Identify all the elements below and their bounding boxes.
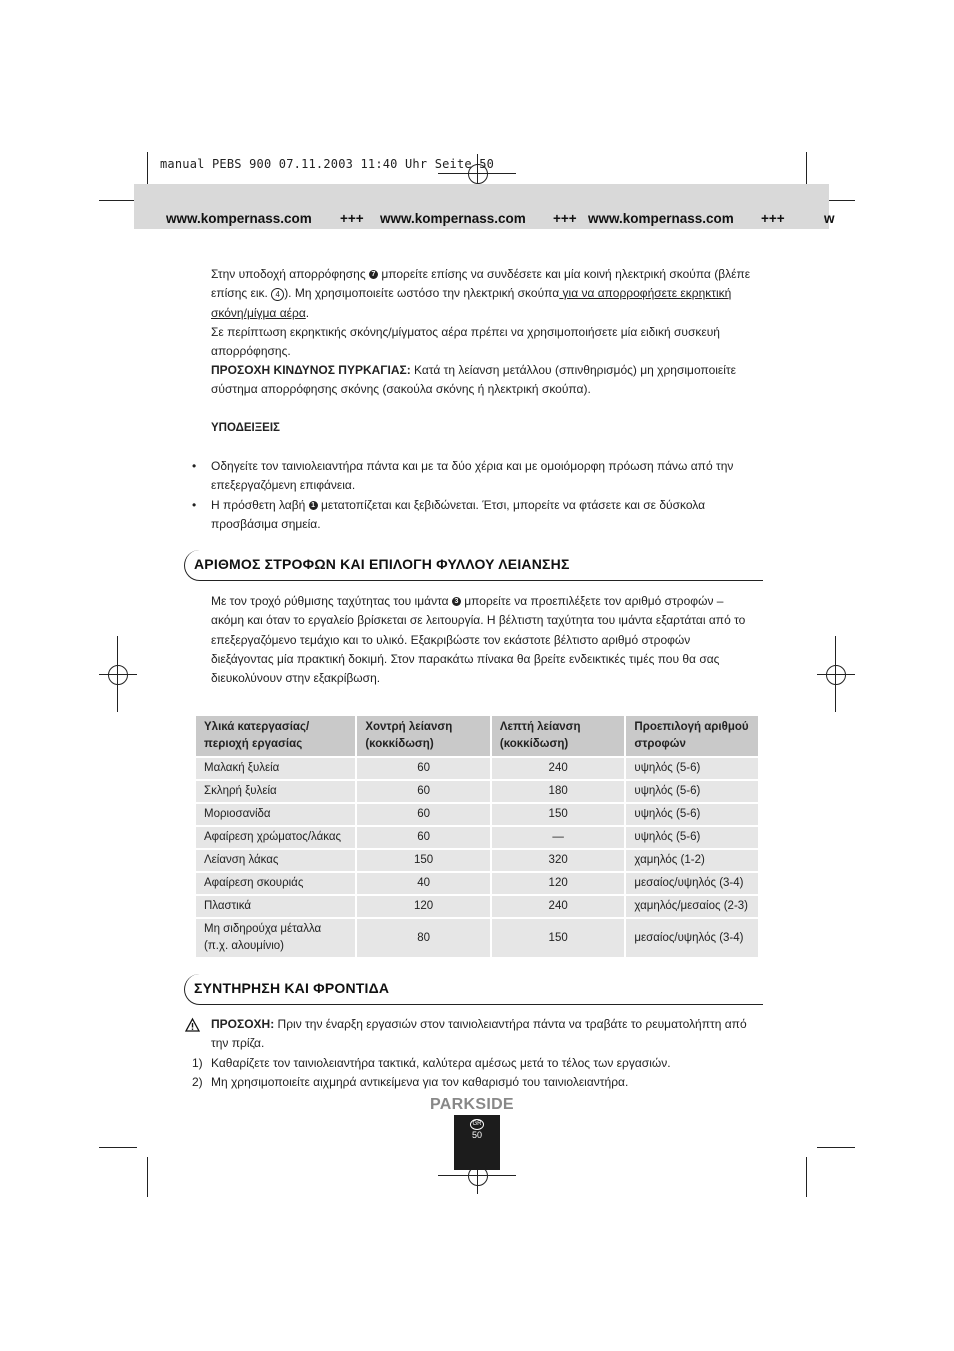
- tip-item: Οδηγείτε τον ταινιολειαντήρα πάντα και με τα δύο χέρια και με ομοιόμορφη πρόωση πάνω από την επεξεργαζόμενη επιφάνεια.: [211, 459, 734, 493]
- table-cell: 60: [356, 826, 491, 849]
- table-cell: 120: [491, 872, 626, 895]
- table-cell: 60: [356, 757, 491, 780]
- part-number-icon: 1: [309, 501, 318, 510]
- list-number: 2): [192, 1075, 203, 1089]
- registration-mark-icon: [108, 665, 128, 685]
- table-row: [195, 849, 759, 872]
- tips-title: ΥΠΟΔΕΙΞΕΙΣ: [211, 422, 280, 434]
- table-row: [195, 803, 759, 826]
- table-cell: υψηλός (5-6): [625, 826, 759, 849]
- crop-mark: [99, 200, 137, 201]
- language-badge: GR: [470, 1119, 484, 1130]
- table-cell: 80: [356, 918, 491, 958]
- figure-number-icon: 4: [271, 288, 284, 301]
- table-row: [195, 895, 759, 918]
- table-cell: Πλαστικά: [195, 895, 356, 918]
- table-cell: Αφαίρεση χρώματος/λάκας: [195, 826, 356, 849]
- column-header: Χοντρή λείανση (κοκκίδωση): [356, 715, 491, 757]
- table-cell: 60: [356, 780, 491, 803]
- table-cell: χαμηλός/μεσαίος (2-3): [625, 895, 759, 918]
- column-header: Προεπιλογή αριθμού στροφών: [625, 715, 759, 757]
- table-cell: 180: [491, 780, 626, 803]
- table-cell: Μαλακή ξυλεία: [195, 757, 356, 780]
- table-header-row: [195, 715, 759, 757]
- section-title: ΑΡΙΘΜΟΣ ΣΤΡΟΦΩΝ ΚΑΙ ΕΠΙΛΟΓΗ ΦΥΛΛΟΥ ΛΕΙΑΝΣΗΣ: [194, 556, 570, 572]
- page-number: 50: [471, 1130, 482, 1140]
- list-item: Μη χρησιμοποιείτε αιχμηρά αντικείμενα για τον καθαρισμό του ταινιολειαντήρα.: [211, 1075, 629, 1089]
- crop-mark: [806, 1157, 807, 1197]
- bullet-icon: •: [192, 498, 197, 512]
- part-number-icon: 7: [369, 270, 378, 279]
- table-cell: —: [491, 826, 626, 849]
- table-row: [195, 826, 759, 849]
- website-url: www.kompernass.com: [380, 211, 526, 226]
- table-cell: 60: [356, 803, 491, 826]
- crop-mark: [817, 1147, 855, 1148]
- list-item: Καθαρίζετε τον ταινιολειαντήρα τακτικά, καλύτερα αμέσως μετά το τέλος των εργασιών.: [211, 1056, 671, 1070]
- column-header: Λεπτή λείανση (κοκκίδωση): [491, 715, 626, 757]
- crop-mark: [147, 1157, 148, 1197]
- table-cell: 40: [356, 872, 491, 895]
- header-band: [134, 184, 835, 229]
- section-title: ΣΥΝΤΗΡΗΣΗ ΚΑΙ ΦΡΟΝΤΙΔΑ: [194, 980, 390, 996]
- table-cell: μεσαίος/υψηλός (3-4): [625, 918, 759, 958]
- intro-paragraph-1: Στην υποδοχή απορρόφησης 7 μπορείτε επίσης να συνδέσετε και μία κοινή ηλεκτρική σκούπα (βλέπε επίσης εικ. 4 ). Μη χρησιμοποιείτε ωστόσο την ηλεκτρική σκούπα για να απορροφήσετε εκρηκτική σκόνη/μίγμα αέρα.: [211, 267, 751, 320]
- table-cell: Σκληρή ξυλεία: [195, 780, 356, 803]
- table-cell: Αφαίρεση σκουριάς: [195, 872, 356, 895]
- column-header: Υλικά κατεργασίας/ περιοχή εργασίας: [195, 715, 356, 757]
- crop-mark: [99, 674, 137, 675]
- website-url: w: [824, 211, 835, 226]
- website-url: www.kompernass.com: [588, 211, 734, 226]
- list-number: 1): [192, 1056, 203, 1070]
- table-cell: υψηλός (5-6): [625, 803, 759, 826]
- crop-mark: [835, 636, 836, 712]
- table-cell: 150: [356, 849, 491, 872]
- part-number-icon: 3: [452, 597, 461, 606]
- table-cell: Λείανση λάκας: [195, 849, 356, 872]
- separator: +++: [761, 211, 785, 226]
- table-cell: 240: [491, 757, 626, 780]
- table-cell: 150: [491, 803, 626, 826]
- brand-logo: PARKSIDE: [430, 1096, 514, 1113]
- section-heading: [184, 974, 763, 1005]
- bullet-icon: •: [192, 459, 197, 473]
- separator: +++: [553, 211, 577, 226]
- table-cell: μεσαίος/υψηλός (3-4): [625, 872, 759, 895]
- crop-mark: [117, 636, 118, 712]
- warning-icon: [185, 1018, 200, 1032]
- website-url: www.kompernass.com: [166, 211, 312, 226]
- section-heading: [184, 550, 763, 581]
- table-cell: Μοριοσανίδα: [195, 803, 356, 826]
- intro-paragraph-2: Σε περίπτωση εκρηκτικής σκόνης/μίγματος αέρα πρέπει να χρησιμοποιήσετε μία ειδική συσκευή απορρόφησης.: [211, 325, 720, 359]
- table-cell: 150: [491, 918, 626, 958]
- table-cell: 240: [491, 895, 626, 918]
- table-cell: Μη σιδηρούχα μέταλλα (π.χ. αλουμίνιο): [195, 918, 356, 958]
- table-cell: 120: [356, 895, 491, 918]
- separator: +++: [340, 211, 364, 226]
- table-row: [195, 872, 759, 895]
- table-row: [195, 757, 759, 780]
- fire-warning: ΠΡΟΣΟΧΗ ΚΙΝΔΥΝΟΣ ΠΥΡΚΑΓΙΑΣ: Κατά τη λείανση μετάλλου (σπινθηρισμός) μη χρησιμοποιείτε σύστημα απορρόφησης σκόνης (σακούλα σκόνης ή ηλεκτρική σκούπα).: [211, 363, 737, 397]
- table-row: [195, 918, 759, 958]
- crop-mark: [817, 674, 855, 675]
- tip-item: Η πρόσθετη λαβή 1 μετατοπίζεται και ξεβιδώνεται. Έτσι, μπορείτε να φτάσετε και σε δύσκολα προσβάσιμα σημεία.: [211, 498, 706, 532]
- registration-mark-icon: [826, 665, 846, 685]
- table-cell: 320: [491, 849, 626, 872]
- table-row: [195, 780, 759, 803]
- print-slug: manual PEBS 900 07.11.2003 11:40 Uhr Seite 50: [160, 157, 495, 171]
- page-number-tab: [454, 1115, 500, 1170]
- maintenance-warning: ΠΡΟΣΟΧΗ: Πριν την έναρξη εργασιών στον ταινιολειαντήρα πάντα να τραβάτε το ρευματολήπτη από την πρίζα.: [211, 1017, 747, 1051]
- table-cell: υψηλός (5-6): [625, 780, 759, 803]
- crop-mark: [99, 1147, 137, 1148]
- table-cell: υψηλός (5-6): [625, 757, 759, 780]
- speed-paragraph: Με τον τροχό ρύθμισης ταχύτητας του ιμάντα 3 μπορείτε να προεπιλέξετε τον αριθμό στροφών – ακόμη και όταν το εργαλείο βρίσκεται σε λειτουργία. Η βέλτιστη ταχύτητα του ιμάντα εξαρτάται από το επεξεργαζόμενο τεμάχιο και το υλικό. Εξακριβώστε τον εκάστοτε βέλτιστο αριθμό στροφών διεξάγοντας μία πρακτική δοκιμή. Στον παρακάτω πίνακα θα βρείτε ενδεικτικές τιμές που θα σας διευκολύνουν στην εξακρίβωση.: [211, 594, 746, 686]
- sanding-table: [194, 714, 760, 959]
- table-cell: χαμηλός (1-2): [625, 849, 759, 872]
